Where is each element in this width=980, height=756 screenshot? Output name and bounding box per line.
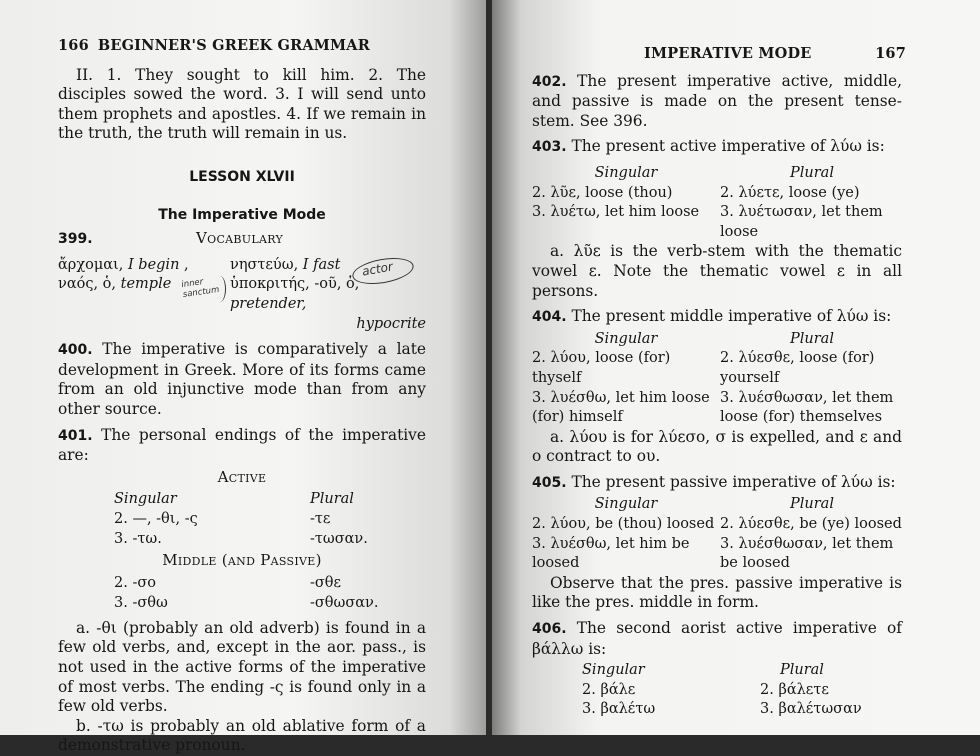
lesson-title: LESSON XLVII	[189, 168, 295, 185]
paragraph-405: 405. The present passive imperative of λύω is:	[532, 472, 896, 491]
left-page-content	[58, 36, 426, 756]
paradigm-cell: 3. λυέσθωσαν, let them loose (for) themselves	[720, 389, 894, 426]
ending-cell: 3. -σθω	[114, 594, 168, 611]
paradigm-cell: 2. βάλε	[582, 681, 636, 698]
present-middle-table	[532, 330, 902, 428]
handwritten-annotation-actor: actor	[361, 259, 394, 279]
section-number: 399.	[58, 231, 93, 248]
paradigm-cell: 3. βαλέτω	[582, 701, 656, 718]
active-endings-table	[114, 489, 426, 549]
paradigm-cell: 2. λύεσθε, be (ye) loosed	[720, 516, 902, 533]
vocab-entry: ὑποκριτής, -οῦ, ὁ, pretender,	[230, 276, 360, 312]
active-heading: Active	[217, 467, 267, 486]
middle-endings-table	[114, 573, 426, 613]
singular-header: Singular	[582, 662, 645, 679]
left-page	[0, 0, 488, 755]
paradigm-cell: 3. λυέτωσαν, let them loose	[720, 204, 883, 240]
singular-header: Singular	[594, 330, 658, 347]
paradigm-cell: 3. λυέσθω, let him loose (for) himself	[532, 389, 710, 426]
paradigm-cell: 2. λύετε, loose (ye)	[720, 184, 860, 201]
vocabulary-label: Vocabulary	[196, 229, 284, 248]
handwritten-bracket	[214, 276, 226, 302]
present-passive-table	[532, 495, 902, 573]
vocab-entry: νηστεύω, I fast	[230, 256, 341, 273]
aorist-active-table	[582, 661, 902, 720]
vocab-entry: ναός, ὁ, temple	[58, 276, 172, 293]
paragraph-402: 402. The present imperative active, middle, and passive is made on the present tense-stem. See 396.	[532, 71, 902, 130]
vocab-entry-continued: hypocrite	[356, 315, 426, 332]
ending-cell: -τε	[310, 511, 331, 528]
note-b: b. -τω is probably an old ablative form of a demonstrative pronoun.	[58, 716, 426, 755]
paragraph-406: 406. The second aorist active imperative of βάλλω is:	[532, 619, 902, 658]
paragraph-401: 401. The personal endings of the imperative are:	[58, 425, 426, 465]
left-running-head	[58, 36, 426, 56]
present-active-table	[532, 164, 902, 242]
page-number: 167	[875, 45, 906, 62]
handwritten-annotation-temple: inner sanctum	[180, 277, 220, 300]
plural-header: Plural	[790, 164, 834, 181]
right-page	[492, 0, 980, 735]
paradigm-cell: 3. λυέτω, let him loose	[532, 204, 700, 221]
middle-heading: Middle (and Passive)	[162, 551, 322, 570]
singular-header: Singular	[594, 496, 658, 513]
paradigm-cell: 2. βάλετε	[760, 681, 829, 698]
plural-header: Plural	[790, 330, 834, 347]
running-title: IMPERATIVE MODE	[644, 45, 812, 62]
plural-header: Plural	[790, 496, 834, 513]
paradigm-cell: 3. λυέσθω, let him be loosed	[532, 535, 690, 572]
paradigm-cell: 2. λῦε, loose (thou)	[532, 184, 673, 201]
paragraph-403: 403. The present active imperative of λύω is:	[532, 137, 885, 156]
note-a: a. -θι (probably an old adverb) is found in a few old verbs, and, except in the aor. pass., is not used in the active forms of the imperative of most verbs. The ending -ς is found only in a few old verbs.	[58, 618, 426, 716]
singular-header: Singular	[114, 491, 177, 508]
ending-cell: 3. -τω.	[114, 531, 162, 548]
plural-header: Plural	[780, 662, 824, 679]
paragraph-400: 400. The imperative is comparatively a late development in Greek. More of its forms came from an old injunctive mode than from any other source.	[58, 340, 426, 418]
ending-cell: -σθωσαν.	[310, 594, 379, 611]
ending-cell: -τωσαν.	[310, 531, 368, 548]
paragraph-404: 404. The present middle imperative of λύω is:	[532, 307, 892, 326]
plural-header: Plural	[310, 491, 354, 508]
page-number: 166	[58, 37, 89, 54]
running-title: BEGINNER'S GREEK GRAMMAR	[97, 37, 370, 54]
paradigm-cell: 3. λυέσθωσαν, let them be loosed	[720, 535, 894, 572]
ending-cell: -σθε	[310, 574, 342, 591]
note-404a: a. λύου is for λύεσο, σ is expelled, and ε and ο contract to ου.	[532, 427, 902, 466]
vocab-entry: ἄρχομαι, I begin ,	[58, 256, 189, 273]
paradigm-cell: 2. λύου, be (thou) loosed	[532, 516, 715, 533]
section-title: The Imperative Mode	[158, 206, 326, 223]
right-page-content	[532, 44, 906, 720]
ending-cell: 2. —, -θι, -ς	[114, 511, 198, 528]
vocabulary-heading	[58, 229, 426, 250]
singular-header: Singular	[594, 164, 658, 181]
paradigm-cell: 2. λύου, loose (for) thyself	[532, 350, 671, 386]
note-403a: a. λῦε is the verb-stem with the thematic vowel ε. Note the thematic vowel ε in all persons.	[532, 242, 902, 300]
paradigm-cell: 3. βαλέτωσαν	[760, 701, 862, 718]
right-running-head	[532, 44, 906, 64]
paradigm-cell: 2. λύεσθε, loose (for) yourself	[720, 350, 875, 386]
observe-note: Observe that the pres. passive imperative is like the pres. middle in form.	[532, 573, 902, 612]
ending-cell: 2. -σο	[114, 574, 156, 591]
exercise-text: II. 1. They sought to kill him. 2. The disciples sowed the word. 3. I will send unto them prophets and apostles. 4. If we remain in the truth, the truth will remain in us.	[58, 65, 426, 143]
